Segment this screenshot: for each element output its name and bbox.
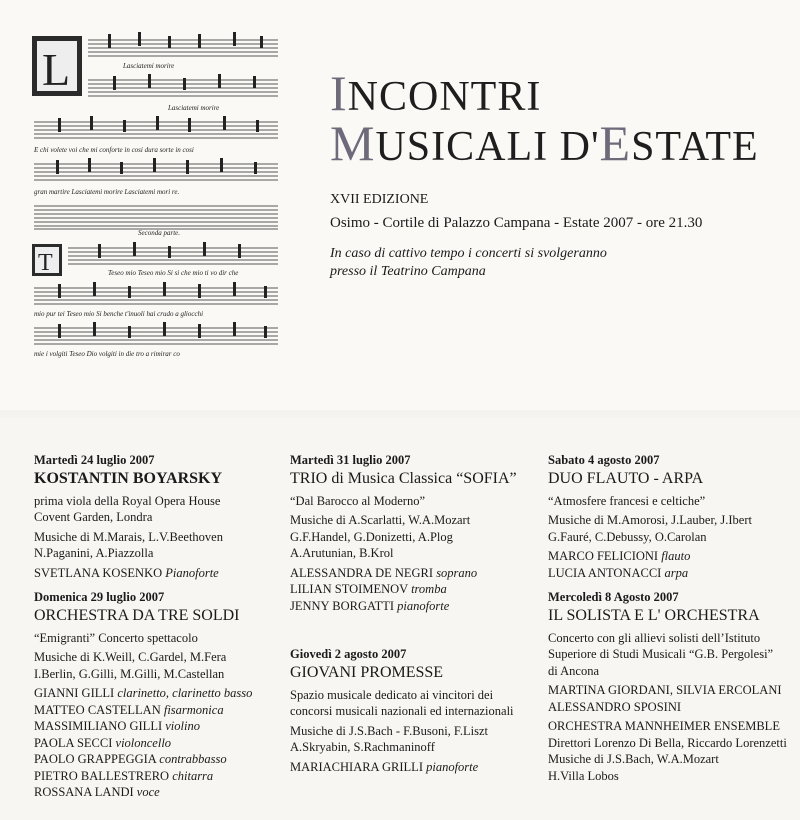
title-line-1	[330, 65, 759, 121]
performer-role: clarinetto, clarinetto basso	[117, 686, 253, 700]
performer	[290, 759, 530, 776]
performer	[34, 768, 274, 785]
performer-role: violino	[165, 719, 200, 733]
performer-name: LILIAN STOIMENOV	[290, 582, 408, 596]
performer-name: GIANNI GILLI	[34, 686, 115, 700]
performer-role: chitarra	[172, 768, 214, 783]
performer	[34, 565, 274, 582]
event-line: H.Villa Lobos	[548, 768, 619, 783]
svg-text:L: L	[42, 44, 71, 95]
event-line: ORCHESTRA MANNHEIMER ENSEMBLE	[548, 719, 780, 733]
performer	[34, 751, 274, 768]
event-line: A.Skryabin, S.Rachmaninoff	[290, 740, 435, 754]
event-title: DUO FLAUTO - ARPA	[548, 469, 704, 487]
event-line: Direttori Lorenzo Di Bella, Riccardo Lorenzetti	[548, 735, 787, 750]
title-initial: I	[330, 65, 348, 121]
performer-name: JENNY BORGATTI	[290, 598, 395, 613]
score-lyric: mio pur tei Teseo mio Si benche t'inuoli hai crudo a gliocchi	[34, 310, 204, 318]
event-line: MARTINA GIORDANI, SILVIA ERCOLANI	[548, 683, 782, 697]
performer-name: ROSSANA LANDI	[34, 785, 134, 799]
performer-name: PAOLO GRAPPEGGIA	[34, 752, 157, 766]
event-date: Domenica 29 luglio 2007	[34, 590, 165, 604]
performer-role: flauto	[661, 549, 691, 563]
title-text: NCONTRI	[347, 74, 542, 120]
event-line: Superiore di Studi Musicali “G.B. Pergolesi”	[548, 647, 774, 661]
program-column-3	[548, 452, 788, 784]
title-line-2	[330, 115, 759, 171]
performer-name: MATTEO CASTELLAN	[34, 702, 161, 717]
score-lyric: Teseo mio Teseo mio Si si che mio ti vo dir che	[108, 269, 239, 277]
venue-info: Osimo - Cortile di Palazzo Campana - Estate 2007 - ore 21.30	[330, 215, 703, 231]
performer-role: pianoforte	[397, 598, 450, 613]
event-line: I.Berlin, G.Gilli, M.Gilli, M.Castellan	[34, 666, 225, 681]
event-line: Concerto con gli allievi solisti dell’Istituto	[548, 630, 761, 645]
event-line: Musiche di J.S.Bach, W.A.Mozart	[548, 752, 719, 766]
performer-role: arpa	[664, 565, 689, 580]
event-date: Mercoledì 8 Agosto 2007	[548, 590, 679, 604]
performer	[290, 598, 530, 615]
title-initial: M	[330, 115, 376, 171]
performer-name: LUCIA ANTONACCI	[548, 565, 662, 580]
score-lyric: Seconda parte.	[138, 229, 180, 237]
performer-role: contrabbasso	[159, 752, 227, 766]
performer-role: pianoforte	[426, 759, 479, 774]
svg-text:T: T	[38, 250, 53, 276]
event-date: Martedì 24 luglio 2007	[34, 453, 155, 467]
weather-note	[330, 245, 607, 281]
score-lyric: mie i volgiti Teseo Dio volgiti in die tro a rimirar co	[34, 350, 180, 358]
event-line: “Dal Barocco al Moderno”	[290, 493, 426, 508]
music-score-image	[28, 30, 284, 370]
event-line: Musiche di K.Weill, C.Gardel, M.Fera	[34, 650, 227, 664]
event-line: Musiche di A.Scarlatti, W.A.Mozart	[290, 513, 471, 527]
event-line: Covent Garden, Londra	[34, 510, 153, 524]
festival-title	[330, 65, 759, 171]
performer	[34, 685, 274, 702]
program-column-2	[290, 452, 530, 775]
performer	[34, 702, 274, 719]
event-line: Musiche di M.Marais, L.V.Beethoven	[34, 529, 223, 544]
performer-role: voce	[136, 785, 160, 799]
performer-name: MASSIMILIANO GILLI	[34, 719, 163, 733]
event-title: KOSTANTIN BOYARSKY	[34, 469, 223, 487]
performer-role: soprano	[436, 565, 478, 580]
performer	[548, 548, 788, 565]
performer-name: MARIACHIARA GRILLI	[290, 759, 423, 774]
title-text: STATE	[631, 124, 759, 170]
event-line: G.Fauré, C.Debussy, O.Carolan	[548, 529, 707, 544]
performer	[290, 565, 530, 582]
performer-name: PIETRO BALLESTRERO	[34, 768, 170, 783]
program-column-1	[34, 452, 274, 801]
event-line: Spazio musicale dedicato ai vincitori dei	[290, 687, 494, 702]
performer-name: PAOLA SECCI	[34, 735, 113, 750]
performer-role: violoncello	[115, 735, 172, 750]
performer-name: SVETLANA KOSENKO	[34, 565, 163, 580]
event-line: di Ancona	[548, 663, 600, 678]
note-line: In caso di cattivo tempo i concerti si svolgeranno	[330, 246, 607, 261]
event-line: concorsi musicali nazionali ed internazionali	[290, 704, 514, 718]
event-line: Musiche di J.S.Bach - F.Busoni, F.Liszt	[290, 723, 489, 738]
event-line: N.Paganini, A.Piazzolla	[34, 546, 154, 560]
performer-role: fisarmonica	[163, 702, 224, 717]
event-line: Musiche di M.Amorosi, J.Lauber, J.Ibert	[548, 513, 752, 527]
event-line: A.Arutunian, B.Krol	[290, 546, 394, 560]
event-line: “Atmosfere francesi e celtiche”	[548, 493, 706, 508]
event-line: G.F.Handel, G.Donizetti, A.Plog	[290, 529, 453, 544]
note-line: presso il Teatrino Campana	[330, 264, 486, 279]
performer	[34, 735, 274, 752]
title-initial: E	[599, 115, 632, 171]
event-title: ORCHESTRA DA TRE SOLDI	[34, 606, 240, 624]
event-title: IL SOLISTA E L' ORCHESTRA	[548, 606, 760, 624]
event-line: prima viola della Royal Opera House	[34, 493, 221, 508]
score-lyric: Lasciatemi morire	[168, 104, 220, 112]
performer-role: Pianoforte	[165, 565, 219, 580]
performer	[34, 718, 274, 735]
performer-role: tromba	[411, 582, 447, 596]
event-date: Giovedì 2 agosto 2007	[290, 647, 407, 661]
performer	[34, 784, 274, 801]
event-line: “Emigranti” Concerto spettacolo	[34, 630, 198, 645]
title-text: USICALI D'	[375, 124, 600, 170]
performer	[548, 565, 788, 582]
performer-name: ALESSANDRA DE NEGRI	[290, 565, 434, 580]
score-lyric: Lasciatemi morire	[123, 62, 175, 70]
score-lyric: gran martire Lasciatemi morire Lasciatemi mori re.	[34, 188, 180, 196]
performer	[290, 581, 530, 598]
event-title: GIOVANI PROMESSE	[290, 663, 444, 681]
performer-name: MARCO FELICIONI	[548, 549, 659, 563]
event-date: Martedì 31 luglio 2007	[290, 453, 411, 467]
event-date: Sabato 4 agosto 2007	[548, 453, 660, 467]
event-title: TRIO di Musica Classica “SOFIA”	[290, 469, 517, 487]
edition-label: XVII EDIZIONE	[330, 192, 429, 207]
score-lyric: E chi volete voi che mi conforte in cosi dura sorte in cosi	[34, 146, 194, 154]
event-line: ALESSANDRO SPOSINI	[548, 699, 682, 714]
